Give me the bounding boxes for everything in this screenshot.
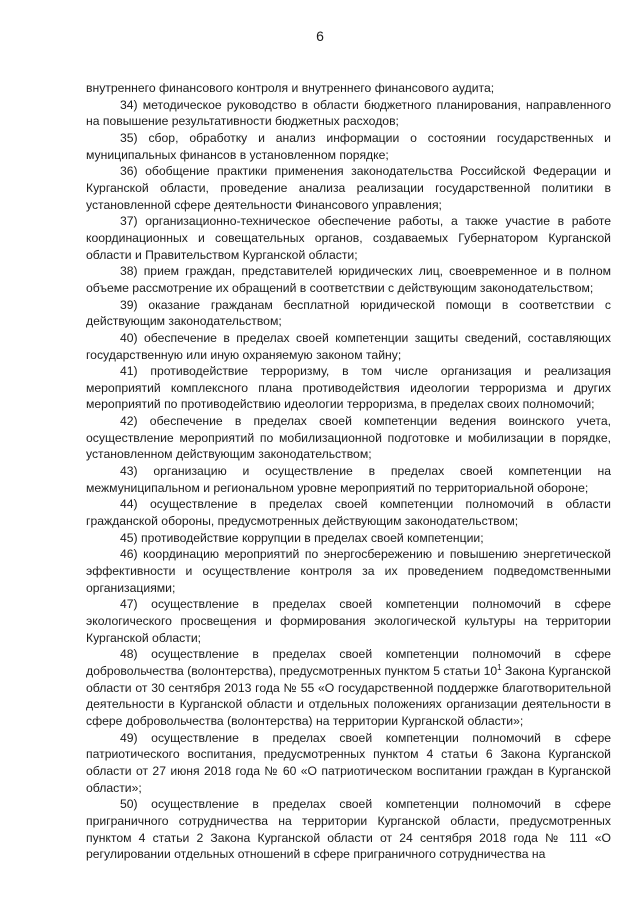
paragraph-item-34: 34) методическое руководство в области бюджетного планирования, направленного на повышение результативности бюджетных расходов; [86,97,611,129]
paragraph-item-39: 39) оказание гражданам бесплатной юридической помощи в соответствии с действующим законодательством; [86,297,611,329]
paragraph-item-49: 49) осуществление в пределах своей компетенции полномочий в сфере патриотического воспитания, предусмотренных пунктом 4 статьи 6 Закона Курганской области от 27 июня 2018 года № 60 «О патриотическом воспитании граждан в Курганской области»; [86,730,611,795]
document-body [86,80,611,863]
paragraph-item-35: 35) сбор, обработку и анализ информации о состоянии государственных и муниципальных финансов в установленном порядке; [86,130,611,162]
paragraph-item-48-text: 48) осуществление в пределах своей компетенции полномочий в сфере добровольчества (волонтерства), предусмотренных пунктом 5 статьи 10 [86,647,611,678]
page-number: 6 [316,28,324,44]
paragraph-item-47: 47) осуществление в пределах своей компетенции полномочий в сфере экологического просвещения и формирования экологической культуры на территории Курганской области; [86,597,611,645]
paragraph-item-45: 45) противодействие коррупции в пределах своей компетенции; [120,530,484,545]
paragraph-item-50: 50) осуществление в пределах своей компетенции полномочий в сфере приграничного сотрудничества на территории Курганской области, предусмотренных пунктом 4 статьи 2 Закона Курганской области от 24 сентября 2018 года № 111 «О регулировании отдельных отношений в сфере приграничного сотрудничества на [86,797,611,862]
paragraph-item-48-text-cont: Закона Курганской области от 30 сентября 2013 года № 55 «О государственной поддержке благотворительной деятельности в Курганской области и отдельных положениях организации деятельности в сфере добровольчества (волонтерства) на территории Курганской области»; [86,663,611,728]
article-superscript: 1 [497,662,502,672]
paragraph-item-43: 43) организацию и осуществление в пределах своей компетенции на межмуниципальном и региональном уровне мероприятий по территориальной обороне; [86,464,611,495]
paragraph-item-42: 42) обеспечение в пределах своей компетенции ведения воинского учета, осуществление мероприятий по мобилизационной подготовке и мобилизации в порядке, установленном действующим законодательством; [86,414,611,462]
paragraph-item-36: 36) обобщение практики применения законодательства Российской Федерации и Курганской области, проведение анализа реализации государственной политики в установленной сфере деятельности Финансового управления; [86,164,611,212]
paragraph-item-48 [86,646,611,729]
paragraph-item-46: 46) координацию мероприятий по энергосбережению и повышению энергетической эффективности и осуществление контроля за их проведением подведомственными организациями; [86,547,611,595]
paragraph-item-44: 44) осуществление в пределах своей компетенции полномочий в области гражданской обороны, предусмотренных действующим законодательством; [86,497,611,529]
paragraph-item-37: 37) организационно-техническое обеспечение работы, а также участие в работе координационных и совещательных органов, создаваемых Губернатором Курганской области и Правительством Курганской области; [86,214,611,262]
paragraph-continuation: внутреннего финансового контроля и внутреннего финансового аудита; [86,81,495,95]
paragraph-item-40: 40) обеспечение в пределах своей компетенции защиты сведений, составляющих государственную или иную охраняемую законом тайну; [86,330,611,362]
paragraph-item-41: 41) противодействие терроризму, в том числе организация и реализация мероприятий комплексного плана противодействия идеологии терроризма и других мероприятий по противодействию идеологии терроризма, в пределах своих полномочий; [86,364,611,412]
paragraph-item-38: 38) прием граждан, представителей юридических лиц, своевременное и в полном объеме рассмотрение их обращений в соответствии с действующим законодательством; [86,264,611,295]
